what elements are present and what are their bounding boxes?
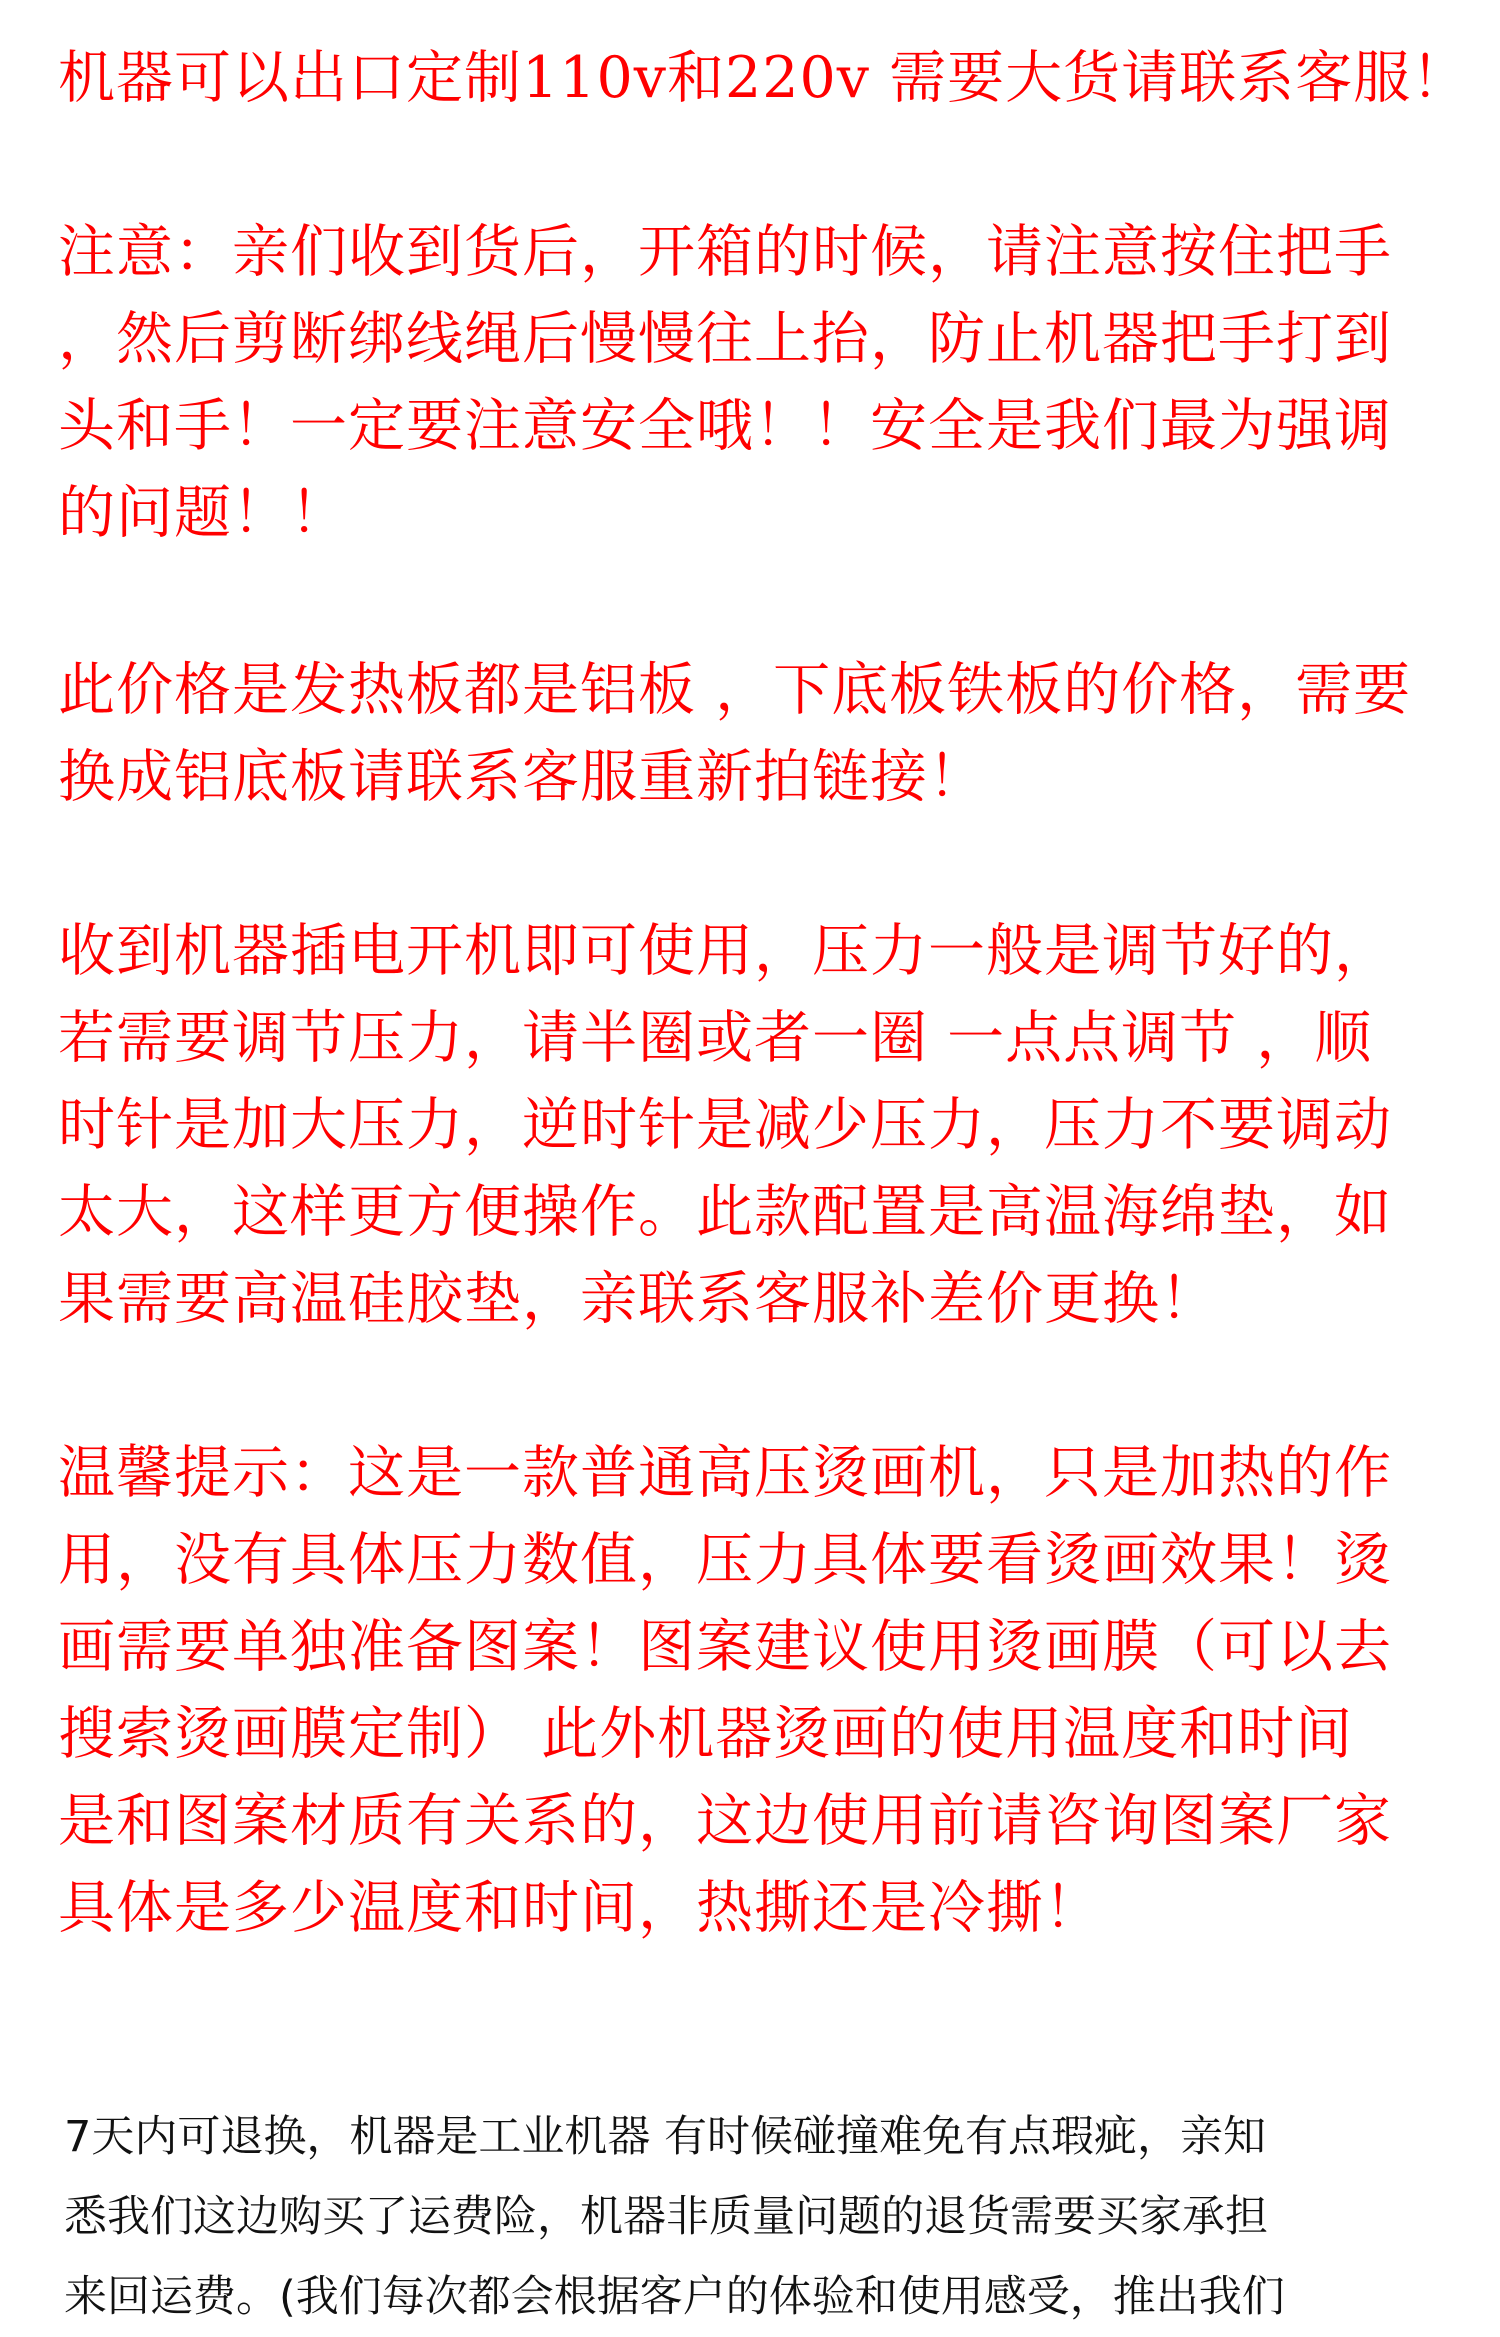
notice-line: 太大，这样更方便操作。此款配置是高温海绵垫，如 xyxy=(58,1179,1392,1245)
notice-line: 是和图案材质有关系的，这边使用前请咨询图案厂家 xyxy=(58,1788,1392,1854)
notice-line: 的问题！！ xyxy=(58,480,348,546)
notice-line: ，然后剪断绑线绳后慢慢往上抬，防止机器把手打到 xyxy=(58,306,1392,372)
pressure-usage-notice xyxy=(58,908,1458,1343)
price-plate-notice xyxy=(58,647,1458,821)
notice-line: 时针是加大压力，逆时针是减少压力，压力不要调动 xyxy=(58,1092,1392,1158)
notice-line: 头和手！一定要注意安全哦！！安全是我们最为强调 xyxy=(58,393,1392,459)
notice-line: 收到机器插电开机即可使用，压力一般是调节好的， xyxy=(58,918,1392,984)
policy-line: 悉我们这边购买了运费险，机器非质量问题的退货需要买家承担 xyxy=(64,2192,1268,2242)
notice-line: 注意：亲们收到货后，开箱的时候，请注意按住把手 xyxy=(58,219,1392,285)
export-voltage-notice xyxy=(58,35,1470,122)
policy-line: 来回运费。(我们每次都会根据客户的体验和使用感受，推出我们 xyxy=(64,2272,1285,2322)
notice-line: 果需要高温硅胶垫，亲联系客服补差价更换！ xyxy=(58,1266,1218,1332)
unboxing-safety-notice xyxy=(58,209,1458,557)
notice-line: 若需要调节压力，请半圈或者一圈 一点点调节 ，顺 xyxy=(58,1005,1373,1071)
notice-line: 温馨提示：这是一款普通高压烫画机，只是加热的作 xyxy=(58,1440,1392,1506)
notice-line: 画需要单独准备图案！图案建议使用烫画膜（可以去 xyxy=(58,1614,1392,1680)
notice-line: 具体是多少温度和时间，热撕还是冷撕！ xyxy=(58,1875,1102,1941)
notice-line: 机器可以出口定制110v和220v 需要大货请联系客服！ xyxy=(58,45,1470,111)
notice-line: 换成铝底板请联系客服重新拍链接！ xyxy=(58,744,986,810)
notice-line: 用，没有具体压力数值，压力具体要看烫画效果！烫 xyxy=(58,1527,1392,1593)
notice-line: 此价格是发热板都是铝板 ，下底板铁板的价格，需要 xyxy=(58,657,1412,723)
notice-line: 搜索烫画膜定制） 此外机器烫画的使用温度和时间 xyxy=(58,1701,1354,1767)
return-policy-text xyxy=(64,2097,1464,2337)
warm-tips-notice xyxy=(58,1430,1458,1952)
policy-line: 7天内可退换，机器是工业机器 有时候碰撞难免有点瑕疵，亲知 xyxy=(64,2112,1267,2162)
